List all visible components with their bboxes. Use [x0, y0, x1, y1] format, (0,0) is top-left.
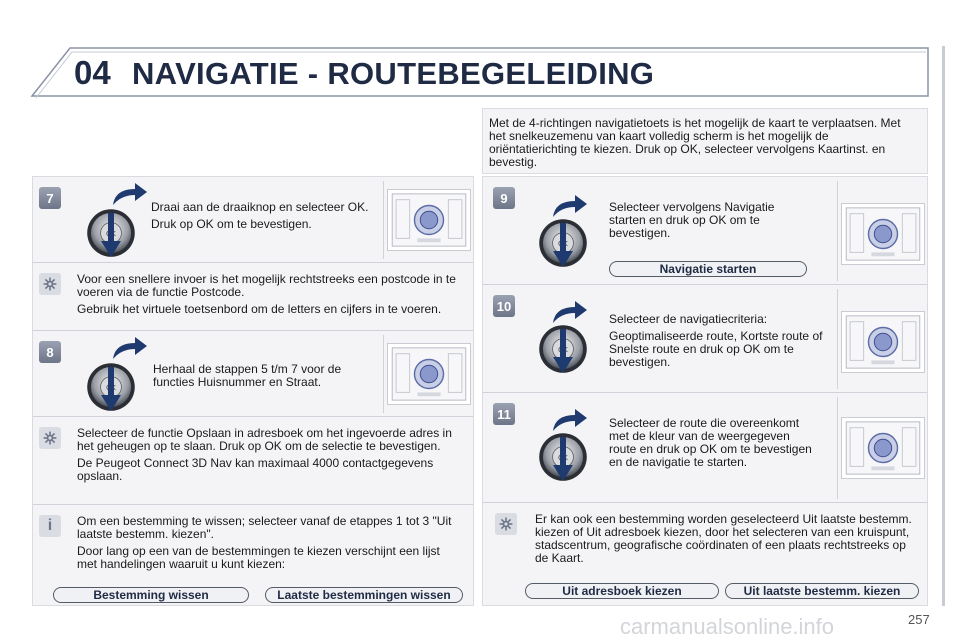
- step-badge: 8: [39, 341, 61, 363]
- info-paragraph: Door lang op een van de bestemmingen te kiezen verschijnt een lijst met handelingen waaruit u kunt kiezen:: [77, 544, 440, 571]
- step-8: [33, 331, 473, 417]
- intro-text: Met de 4-richtingen navigatietoets is het mogelijk de kaart te verplaatsen. Met het snelkeuzemenu van kaart volledig scherm is het mogelijk de oriëntatierichting te kiezen. Druk op OK, selecteer vervolgens Kaartinst. en bevestig.: [489, 116, 901, 169]
- tip-select-destination: [483, 503, 927, 605]
- step-divider: [837, 289, 838, 389]
- gear-icon: [42, 276, 58, 292]
- step-9: [483, 177, 927, 285]
- radio-device-image: [387, 343, 471, 405]
- tip-paragraph: Gebruik het virtuele toetsenbord om de letters en cijfers in te voeren.: [77, 302, 442, 316]
- step-badge: 7: [39, 187, 61, 209]
- tip-icon: [39, 273, 61, 295]
- tip-paragraph: Selecteer de functie Opslaan in adresboek om het ingevoerde adres in het geheugen op te slaan. Druk op OK om de selectie te bevestigen.: [77, 426, 452, 453]
- gear-icon: [498, 516, 514, 532]
- down-arrow-icon: [553, 329, 573, 373]
- tip-address-book: [33, 417, 473, 505]
- step-text: [609, 201, 809, 244]
- info-text: [77, 515, 463, 575]
- step-paragraph: Geoptimaliseerde route, Kortste route of Snelste route en druk op OK om te bevestigen.: [609, 329, 823, 369]
- tip-postcode: [33, 263, 473, 331]
- step-paragraph: Selecteer de route die overeenkomt met de kleur van de weergegeven route en druk op OK om te bevestigen en de navigatie te starten.: [609, 416, 812, 469]
- curve-arrow-icon: [109, 333, 149, 363]
- step-text: [153, 363, 378, 393]
- step-paragraph: Herhaal de stappen 5 t/m 7 voor de functies Huisnummer en Straat.: [153, 362, 342, 389]
- info-icon: i: [39, 515, 61, 537]
- down-arrow-icon: [553, 437, 573, 481]
- delete-destination-button[interactable]: Bestemming wissen: [53, 587, 249, 603]
- radio-device-image: [841, 311, 925, 373]
- step-paragraph: Druk op OK om te bevestigen.: [151, 217, 312, 231]
- step-text: [609, 313, 823, 373]
- step-divider: [837, 181, 838, 281]
- curve-arrow-icon: [109, 179, 149, 209]
- tip-paragraph: De Peugeot Connect 3D Nav kan maximaal 4000 contactgegevens opslaan.: [77, 456, 434, 483]
- step-7: [33, 177, 473, 263]
- gear-icon: [42, 430, 58, 446]
- watermark: carmanualsonline.info: [620, 614, 835, 639]
- down-arrow-icon: [101, 367, 121, 411]
- step-paragraph: Selecteer vervolgens Navigatie starten en druk op OK om te bevestigen.: [609, 200, 775, 240]
- radio-device-image: [841, 203, 925, 265]
- choose-from-recent-button[interactable]: Uit laatste bestemm. kiezen: [725, 583, 919, 599]
- page-title: NAVIGATIE - ROUTEBEGELEIDING: [132, 56, 655, 91]
- page-edge-rule: [942, 46, 945, 606]
- tip-paragraph: Er kan ook een bestemming worden geselecteerd Uit laatste bestemm. kiezen of Uit adresboek kiezen, door het selecteren van een kruispunt, stadscentrum, geografische coördinaten of een plaats rechtstreeks op de Kaart.: [535, 512, 912, 565]
- radio-device-image: [387, 189, 471, 251]
- info-paragraph: Om een bestemming te wissen; selecteer vanaf de etappes 1 tot 3 "Uit laatste bestemm. kiezen".: [77, 514, 452, 541]
- step-divider: [837, 397, 838, 499]
- step-paragraph: Draai aan de draaiknop en selecteer OK.: [151, 200, 369, 214]
- step-paragraph: Selecteer de navigatiecriteria:: [609, 312, 768, 326]
- page-number: 257: [908, 612, 930, 627]
- step-text: [151, 201, 376, 235]
- tip-text: [77, 273, 463, 320]
- tip-icon: [39, 427, 61, 449]
- intro-panel: [482, 108, 928, 174]
- step-11: [483, 393, 927, 503]
- tip-icon: [495, 513, 517, 535]
- tip-paragraph: Voor een snellere invoer is het mogelijk rechtstreeks een postcode in te voeren via de functie Postcode.: [77, 272, 456, 299]
- chapter-number: 04: [74, 54, 111, 91]
- info-delete-destination: [33, 505, 473, 605]
- step-text: [609, 417, 819, 473]
- down-arrow-icon: [553, 223, 573, 267]
- right-column: [482, 176, 928, 606]
- tip-text: [77, 427, 467, 487]
- delete-recent-destinations-button[interactable]: Laatste bestemmingen wissen: [265, 587, 463, 603]
- step-divider: [383, 335, 384, 413]
- left-column: [32, 176, 474, 606]
- step-divider: [383, 181, 384, 259]
- step-badge: 11: [493, 403, 515, 425]
- start-navigation-button[interactable]: Navigatie starten: [609, 261, 807, 277]
- step-10: [483, 285, 927, 393]
- radio-device-image: [841, 417, 925, 479]
- choose-from-address-book-button[interactable]: Uit adresboek kiezen: [525, 583, 719, 599]
- down-arrow-icon: [101, 213, 121, 257]
- tip-text: [535, 513, 919, 569]
- step-badge: 9: [493, 187, 515, 209]
- step-badge: 10: [493, 295, 515, 317]
